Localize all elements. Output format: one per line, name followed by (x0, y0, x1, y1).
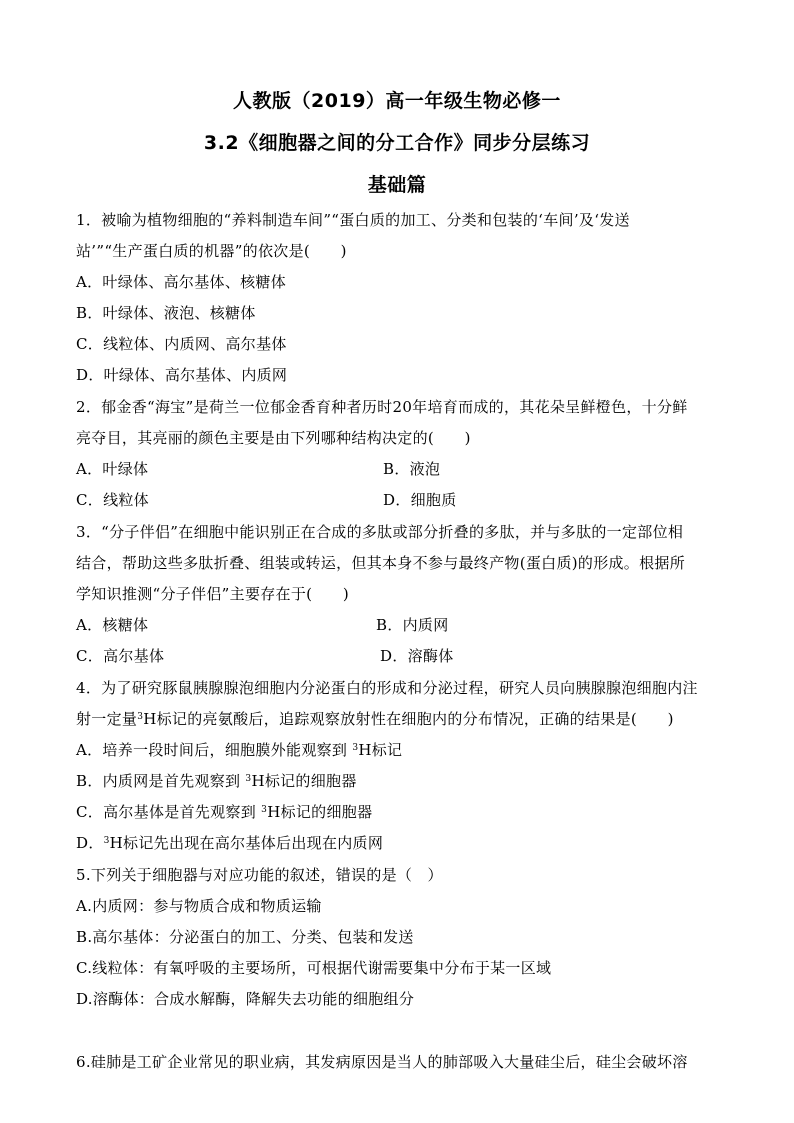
question-2-option-d: D．细胞质 (383, 491, 457, 509)
question-2-option-b: B．液泡 (383, 460, 441, 478)
option-text: H标记 (358, 741, 403, 759)
option-text: H标记的细胞器 (267, 803, 373, 821)
question-5-option-a: A.内质网：参与物质合成和物质运输 (76, 897, 322, 915)
question-3-option-b: B．内质网 (376, 616, 449, 634)
isotope-superscript: 3 (103, 836, 110, 846)
question-2-stem-line-1: 2．郁金香“海宝”是荷兰一位郁金香育种者历时20年培育而成的，其花朵呈鲜橙色，十分鲜 (76, 398, 688, 416)
question-3-option-c: C．高尔基体 (76, 647, 165, 665)
option-text: B．内质网是首先观察到 (76, 772, 246, 790)
option-text: A．培养一段时间后，细胞膜外能观察到 (76, 741, 353, 759)
question-2-option-c: C．线粒体 (76, 491, 149, 509)
question-4-option-a (76, 739, 402, 760)
question-4-option-b (76, 770, 357, 791)
isotope-superscript: 3 (245, 774, 252, 784)
option-text: D． (76, 834, 104, 852)
question-1-option-b: B．叶绿体、液泡、核糖体 (76, 304, 256, 322)
question-5-option-c: C.线粒体：有氧呼吸的主要场所，可根据代谢需要集中分布于某一区域 (76, 959, 552, 977)
question-2-option-a: A．叶绿体 (76, 460, 149, 478)
question-3-stem-line-3: 学知识推测“分子伴侣”主要存在于( ) (76, 585, 350, 603)
question-5-option-d: D.溶酶体：合成水解酶，降解失去功能的细胞组分 (76, 990, 415, 1008)
question-6-stem-line-1: 6.硅肺是工矿企业常见的职业病，其发病原因是当人的肺部吸入大量硅尘后，硅尘会破坏溶 (76, 1053, 688, 1071)
question-1-option-c: C．线粒体、内质网、高尔基体 (76, 335, 287, 353)
question-4-option-d (76, 832, 383, 853)
isotope-superscript: 3 (137, 712, 144, 722)
isotope-superscript: 3 (352, 743, 359, 753)
stem-text: 射一定量 (76, 710, 138, 728)
question-3-stem-line-1: 3．“分子伴侣”在细胞中能识别正在合成的多肽或部分折叠的多肽，并与多肽的一定部位相 (76, 523, 684, 541)
option-text: H标记先出现在高尔基体后出现在内质网 (109, 834, 384, 852)
question-4-option-c (76, 801, 372, 822)
question-4-stem-line-1: 4．为了研究豚鼠胰腺腺泡细胞内分泌蛋白的形成和分泌过程，研究人员向胰腺腺泡细胞内注 (76, 679, 698, 697)
question-1-option-d: D．叶绿体、高尔基体、内质网 (76, 366, 288, 384)
document-title: 人教版（2019）高一年级生物必修一 (233, 90, 561, 112)
question-1-option-a: A．叶绿体、高尔基体、核糖体 (76, 273, 287, 291)
question-1-stem-line-1: 1．被喻为植物细胞的“养料制造车间”“蛋白质的加工、分类和包装的‘车间’及‘发送 (76, 211, 630, 229)
document-subtitle: 3.2《细胞器之间的分工合作》同步分层练习 (203, 132, 591, 154)
section-heading: 基础篇 (367, 174, 427, 196)
stem-text: H标记的亮氨酸后，追踪观察放射性在细胞内的分布情况，正确的结果是( ) (143, 710, 674, 728)
question-2-stem-line-2: 亮夺目，其亮丽的颜色主要是由下列哪种结构决定的( ) (76, 429, 471, 447)
question-1-stem-line-2: 站’”“生产蛋白质的机器”的依次是( ) (76, 242, 347, 260)
isotope-superscript: 3 (261, 805, 268, 815)
question-3-option-d: D．溶酶体 (380, 647, 454, 665)
question-5-stem: 5.下列关于细胞器与对应功能的叙述，错误的是（ ） (76, 866, 443, 884)
option-text: C．高尔基体是首先观察到 (76, 803, 262, 821)
option-text: H标记的细胞器 (251, 772, 357, 790)
question-5-option-b: B.高尔基体：分泌蛋白的加工、分类、包装和发送 (76, 928, 414, 946)
question-4-stem-line-2 (76, 708, 674, 729)
question-3-option-a: A．核糖体 (76, 616, 149, 634)
question-3-stem-line-2: 结合，帮助这些多肽折叠、组装或转运，但其本身不参与最终产物(蛋白质)的形成。根据所 (76, 554, 686, 572)
